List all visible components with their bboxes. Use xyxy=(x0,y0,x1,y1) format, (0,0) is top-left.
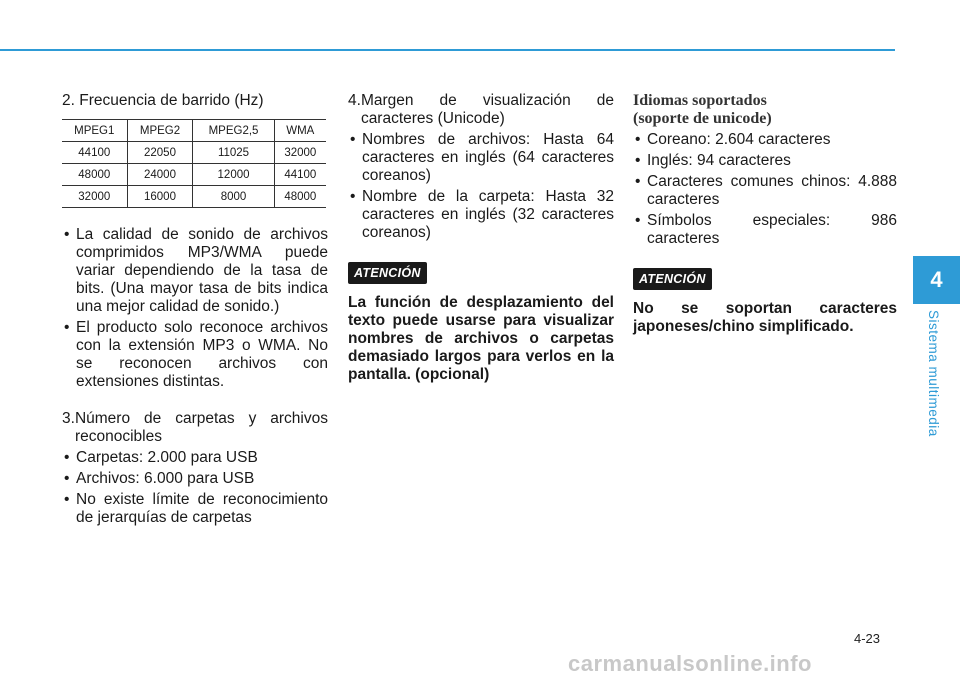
chapter-number-tab: 4 xyxy=(913,256,960,304)
table-row xyxy=(62,164,326,186)
numbered-item-4 xyxy=(348,92,614,128)
section-heading-languages: Idiomas soportados xyxy=(633,92,767,109)
list-item: • Símbolos especiales: 986 caracteres xyxy=(633,212,897,248)
item-number: 4. xyxy=(348,92,361,109)
warning-text: No se soportan caracteres japoneses/chino simplificado. xyxy=(633,300,897,335)
header-rule xyxy=(0,49,895,51)
warning-text: La función de desplazamiento del texto puede usarse para visualizar nombres de archivos o carpetas demasiado largos para verlos en la pantalla. (opcional) xyxy=(348,294,614,383)
table-cell: 22050 xyxy=(127,142,193,164)
column-right xyxy=(633,92,897,336)
bullet-list-display xyxy=(348,131,614,242)
list-item: • Inglés: 94 caracteres xyxy=(633,152,897,170)
table-header-row xyxy=(62,120,326,142)
table-cell: 16000 xyxy=(127,186,193,208)
section-heading-frequency: 2. Frecuencia de barrido (Hz) xyxy=(62,92,264,109)
item-text: Número de carpetas y archivos reconocibles xyxy=(74,410,328,445)
page-number: 4-23 xyxy=(854,631,881,646)
table-header-cell: WMA xyxy=(274,120,326,142)
table-cell: 32000 xyxy=(62,186,127,208)
chapter-title: Sistema multimedia xyxy=(926,310,941,437)
list-item: • El producto solo reconoce archivos con la extensión MP3 o WMA. No se reconocen archivos con extensiones distintas. xyxy=(62,319,328,391)
section-subheading-unicode: (soporte de unicode) xyxy=(633,110,772,127)
table-cell: 12000 xyxy=(193,164,274,186)
table-cell: 8000 xyxy=(193,186,274,208)
table-cell: 32000 xyxy=(274,142,326,164)
bullet-list-sound xyxy=(62,226,328,391)
list-item: • Archivos: 6.000 para USB xyxy=(62,470,328,488)
item-number: 3. xyxy=(62,410,75,427)
numbered-item-3 xyxy=(62,410,328,446)
item-text: Margen de visualización de caracteres (Unicode) xyxy=(360,92,614,127)
list-item: • No existe límite de reconocimiento de jerarquías de carpetas xyxy=(62,491,328,527)
table-row xyxy=(62,142,326,164)
list-item: • Carpetas: 2.000 para USB xyxy=(62,449,328,467)
warning-badge: ATENCIÓN xyxy=(633,268,712,290)
table-cell: 48000 xyxy=(62,164,127,186)
frequency-table xyxy=(62,119,326,208)
column-middle xyxy=(348,92,614,384)
list-item: • Nombre de la carpeta: Hasta 32 caracteres en inglés (32 caracteres coreanos) xyxy=(348,188,614,242)
table-header-cell: MPEG2,5 xyxy=(193,120,274,142)
warning-block xyxy=(348,262,614,384)
watermark: carmanualsonline.info xyxy=(568,651,812,676)
column-left xyxy=(62,92,328,527)
list-item: • Coreano: 2.604 caracteres xyxy=(633,131,897,149)
warning-badge: ATENCIÓN xyxy=(348,262,427,284)
list-item: • Nombres de archivos: Hasta 64 caracteres en inglés (64 caracteres coreanos) xyxy=(348,131,614,185)
bullet-list-languages xyxy=(633,131,897,248)
table-row xyxy=(62,186,326,208)
table-header-cell: MPEG1 xyxy=(62,120,127,142)
warning-block xyxy=(633,268,897,336)
table-cell: 44100 xyxy=(62,142,127,164)
table-cell: 44100 xyxy=(274,164,326,186)
table-cell: 48000 xyxy=(274,186,326,208)
table-header-cell: MPEG2 xyxy=(127,120,193,142)
list-item: • La calidad de sonido de archivos comprimidos MP3/WMA puede variar dependiendo de la tasa de bits. (Una mayor tasa de bits indica una mejor calidad de sonido.) xyxy=(62,226,328,316)
table-cell: 11025 xyxy=(193,142,274,164)
bullet-list-counts xyxy=(62,449,328,527)
list-item: • Caracteres comunes chinos: 4.888 caracteres xyxy=(633,173,897,209)
table-cell: 24000 xyxy=(127,164,193,186)
